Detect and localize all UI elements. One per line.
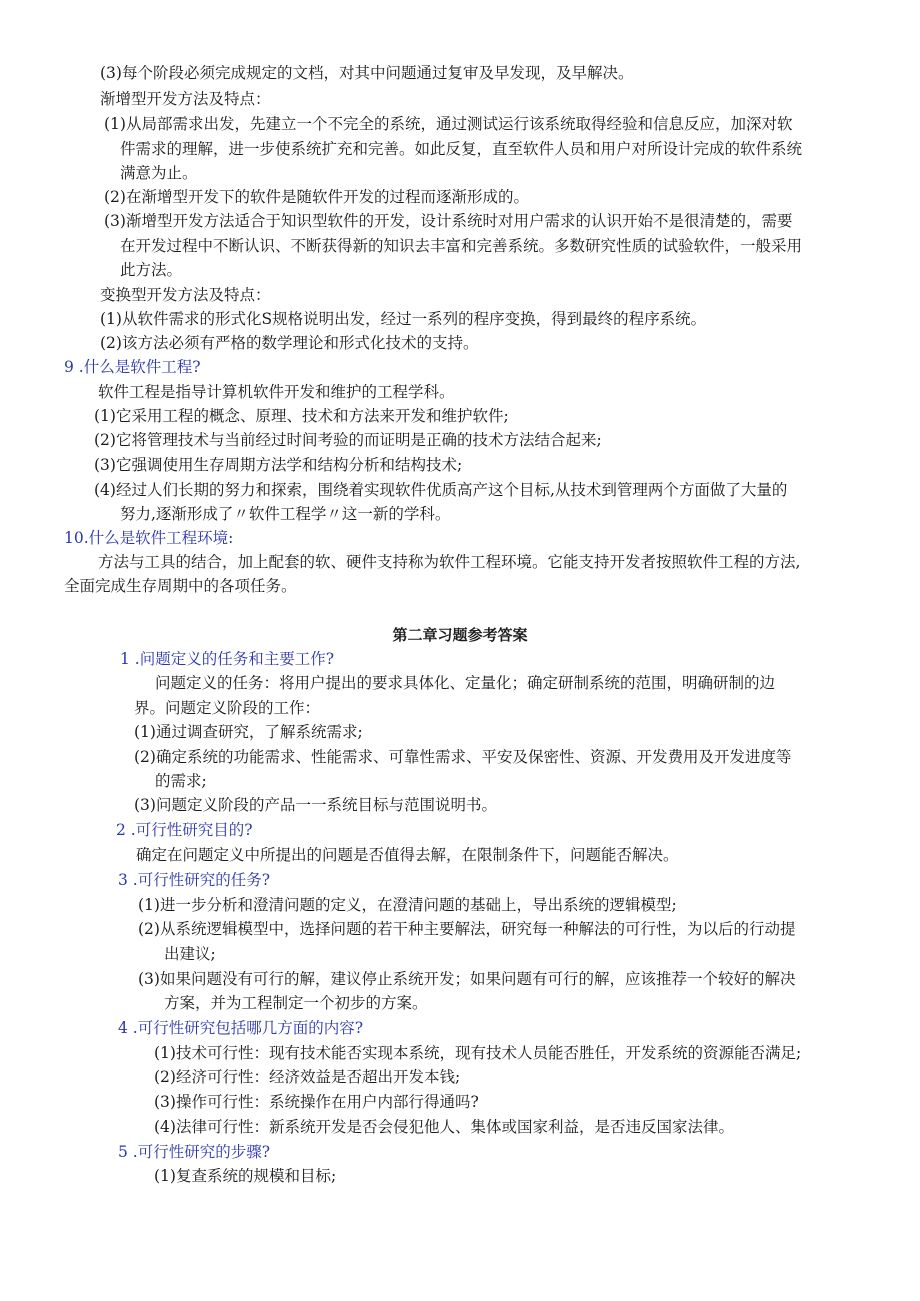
ch2-question-2: 2 .可行性研究目的? xyxy=(116,821,253,839)
ch2-question-4-item-4: (4)法律可行性：新系统开发是否会侵犯他人、集体或国家利益，是否违反国家法律。 xyxy=(154,1118,734,1136)
ch2-question-3: 3 .可行性研究的任务? xyxy=(118,871,271,889)
ch2-question-1-item-3: (3)问题定义阶段的产品一一系统目标与范围说明书。 xyxy=(134,796,497,814)
ch2-question-1-answer-line-1: 问题定义的任务：将用户提出的要求具体化、定量化；确定研制系统的范围，明确研制的边 xyxy=(155,674,776,692)
ch2-question-1: 1 .问题定义的任务和主要工作? xyxy=(120,650,335,668)
transform-item-2: (2)该方法必须有严格的数学理论和形式化技术的支持。 xyxy=(100,334,479,352)
incremental-heading: 渐增型开发方法及特点： xyxy=(100,90,271,108)
ch2-question-1-item-2-line-2: 的需求; xyxy=(155,772,207,790)
question-9: 9 .什么是软件工程? xyxy=(64,358,201,376)
question-10: 10.什么是软件工程环境: xyxy=(64,529,234,547)
ch2-question-3-item-2-line-1: (2)从系统逻辑模型中，选择问题的若干种主要解法，研究每一种解法的可行性，为以后的行动提 xyxy=(138,920,796,938)
question-9-item-4-line-1: (4)经过人们长期的努力和探索，围绕着实现软件优质高产这个目标,从技术到管理两个方面做了大量的 xyxy=(94,481,788,499)
question-9-answer: 软件工程是指导计算机软件开发和维护的工程学科。 xyxy=(98,383,455,401)
ch2-question-5-item-1: (1)复查系统的规模和目标; xyxy=(154,1167,337,1185)
ch2-question-4: 4 .可行性研究包括哪几方面的内容? xyxy=(118,1019,364,1037)
ch2-question-4-item-1: (1)技术可行性：现有技术能否实现本系统，现有技术人员能否胜任，开发系统的资源能否满足; xyxy=(154,1044,802,1062)
chapter-2-title: 第二章习题参考答案 xyxy=(392,626,528,644)
incremental-item-3-line-3: 此方法。 xyxy=(120,261,183,279)
incremental-item-2: (2)在渐增型开发下的软件是随软件开发的过程而逐渐形成的。 xyxy=(104,188,529,206)
question-9-item-1: (1)它采用工程的概念、原理、技术和方法来开发和维护软件; xyxy=(94,407,509,425)
ch2-question-4-item-3: (3)操作可行性：系统操作在用户内部行得通吗? xyxy=(154,1093,479,1111)
ch2-question-3-item-3-line-1: (3)如果问题没有可行的解，建议停止系统开发；如果问题有可行的解，应该推荐一个较好的解决 xyxy=(138,970,796,988)
ch2-question-1-item-1: (1)通过调查研究，了解系统需求; xyxy=(134,723,363,741)
ch2-question-3-item-1: (1)进一步分析和澄清问题的定义，在澄清问题的基础上，导出系统的逻辑模型; xyxy=(138,896,677,914)
question-10-answer-line-2: 全面完成生存周期中的各项任务。 xyxy=(64,577,297,595)
question-9-item-4-line-2: 努力,逐渐形成了〃软件工程学〃这一新的学科。 xyxy=(120,505,451,523)
ch2-question-3-item-2-line-2: 出建议; xyxy=(164,945,216,963)
ch2-question-5: 5 .可行性研究的步骤? xyxy=(118,1143,271,1161)
incremental-item-1-line-3: 满意为止。 xyxy=(120,164,198,182)
incremental-item-3-line-2: 在开发过程中不断认识、不断获得新的知识去丰富和完善系统。多数研究性质的试验软件，一般采用 xyxy=(120,237,803,255)
incremental-item-1-line-2: 件需求的理解，进一步使系统扩充和完善。如此反复，直至软件人员和用户对所设计完成的软件系统 xyxy=(120,140,803,158)
question-10-answer-line-1: 方法与工具的结合，加上配套的软、硬件支持称为软件工程环境。它能支持开发者按照软件工程的方法, xyxy=(98,553,801,571)
ch2-question-1-item-2-line-1: (2)确定系统的功能需求、性能需求、可靠性需求、平安及保密性、资源、开发费用及开发进度等 xyxy=(134,748,792,766)
transform-item-1: (1)从软件需求的形式化S规格说明出发，经过一系列的程序变换，得到最终的程序系统。 xyxy=(100,310,707,328)
ch2-question-1-answer-line-2: 界。问题定义阶段的工作： xyxy=(134,699,321,717)
ch2-question-4-item-2: (2)经济可行性：经济效益是否超出开发本钱; xyxy=(154,1068,461,1086)
transform-heading: 变换型开发方法及特点： xyxy=(100,286,271,304)
question-9-item-3: (3)它强调使用生存周期方法学和结构分析和结构技术; xyxy=(94,456,463,474)
ch2-question-3-item-3-line-2: 方案，并为工程制定一个初步的方案。 xyxy=(164,994,428,1012)
question-9-item-2: (2)它将管理技术与当前经过时间考验的而证明是正确的技术方法结合起来; xyxy=(94,431,602,449)
incremental-item-3-line-1: (3)渐增型开发方法适合于知识型软件的开发，设计系统时对用户需求的认识开始不是很清楚的，需要 xyxy=(104,212,793,230)
incremental-item-1-line-1: (1)从局部需求出发，先建立一个不完全的系统，通过测试运行该系统取得经验和信息反应，加深对软 xyxy=(104,115,793,133)
ch2-question-2-answer: 确定在问题定义中所提出的问题是否值得去解，在限制条件下，问题能否解决。 xyxy=(136,846,679,864)
waterfall-item-3: (3)每个阶段必须完成规定的文档，对其中问题通过复审及早发现，及早解决。 xyxy=(100,64,634,82)
